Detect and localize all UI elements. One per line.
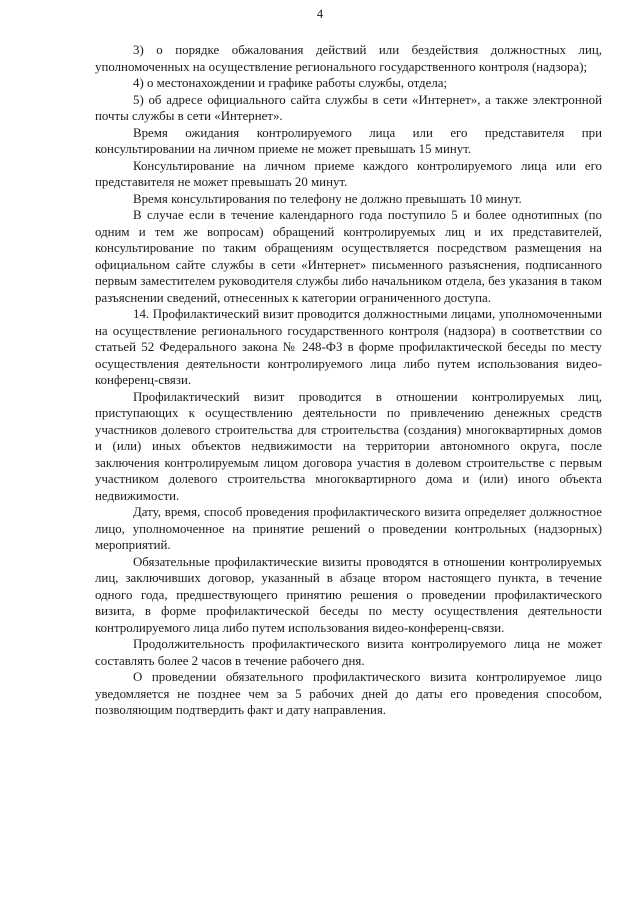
paragraph-written-clarification: В случае если в течение календарного года поступило 5 и более однотипных (по одним и тем же вопросам) обращений контролируемых лиц и их представителей, консультирование по таким обращениям осуществляется посредством размещения на официальном сайте службы в сети «Интернет» письменного разъяснения, подписанного первым заместителем руководителя службы либо начальником отдела, без указания в таком разъяснении сведений, отнесенных к категории ограниченного доступа. — [95, 208, 602, 305]
paragraph-visit-scheduling: Дату, время, способ проведения профилактического визита определяет должностное лицо, уполномоченное на принятие решений о проведении контрольных (надзорных) мероприятий. — [95, 505, 602, 552]
paragraph-waiting-time: Время ожидания контролируемого лица или его представителя при консультировании на личном приеме не может превышать 15 минут. — [95, 125, 602, 156]
paragraph-visit-duration: Продолжительность профилактического визита контролируемого лица не может составлять более 2 часов в течение рабочего дня. — [95, 637, 602, 668]
paragraph-visit-subjects: Профилактический визит проводится в отношении контролируемых лиц, приступающих к осуществлению деятельности по привлечению денежных средств участников долевого строительства для строительства (создания) многоквартирных домов и (или) иных объектов недвижимости на территории автономного округа, после заключения контролируемым лицом договора участия в долевом строительстве с первым участником долевого строительства многоквартирного дома и (или) иного объекта недвижимости. — [95, 389, 602, 503]
paragraph-item-3: 3) о порядке обжалования действий или бездействия должностных лиц, уполномоченных на осуществление регионального государственного контроля (надзора); — [95, 43, 602, 74]
document-body — [95, 42, 602, 719]
paragraph-section-14: 14. Профилактический визит проводится должностными лицами, уполномоченными на осуществление регионального государственного контроля (надзора) в соответствии со статьей 52 Федерального закона № 248-ФЗ в форме профилактической беседы по месту осуществления деятельности контролируемого лица либо путем использования видео-конференц-связи. — [95, 307, 602, 387]
paragraph-phone-consultation: Время консультирования по телефону не должно превышать 10 минут. — [133, 191, 522, 206]
paragraph-notification: О проведении обязательного профилактического визита контролируемое лицо уведомляется не позднее чем за 5 рабочих дней до даты его проведения способом, позволяющим подтвердить факт и дату направления. — [95, 670, 602, 717]
paragraph-mandatory-visits: Обязательные профилактические визиты проводятся в отношении контролируемых лиц, заключивших договор, указанный в абзаце втором настоящего пункта, в течение одного года, предшествующего принятию решения о проведении профилактического визита, в форме профилактической беседы по месту осуществления деятельности контролируемого лица либо путем использования видео-конференц-связи. — [95, 554, 602, 635]
paragraph-item-5: 5) об адресе официального сайта службы в сети «Интернет», а также электронной почты службы в сети «Интернет». — [95, 92, 602, 123]
paragraph-item-4: 4) о местонахождении и графике работы службы, отдела; — [133, 76, 448, 90]
paragraph-consultation-duration: Консультирование на личном приеме каждого контролируемого лица или его представителя не может превышать 20 минут. — [95, 158, 602, 189]
page-number: 4 — [316, 7, 324, 21]
